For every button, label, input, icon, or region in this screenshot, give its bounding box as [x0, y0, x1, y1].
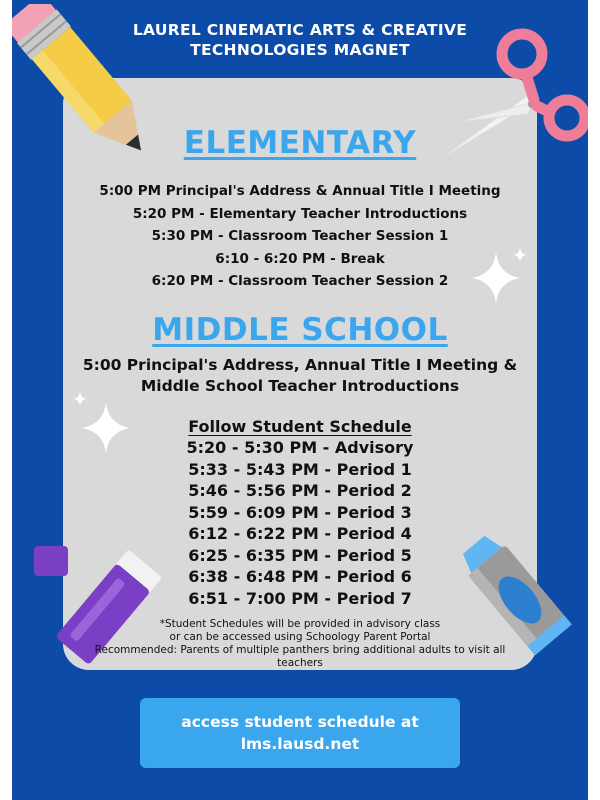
- list-item: 6:25 - 6:35 PM - Period 5: [188, 545, 412, 565]
- school-name-line-1: LAUREL CINEMATIC ARTS & CREATIVE: [132, 21, 468, 39]
- middle-school-intro: [12, 355, 588, 397]
- list-item: 6:20 PM - Classroom Teacher Session 2: [151, 273, 449, 289]
- student-schedule-link-button[interactable]: [140, 698, 460, 768]
- list-item: 6:12 - 6:22 PM - Period 4: [188, 524, 412, 543]
- list-item: 5:20 - 5:30 PM - Advisory: [186, 438, 414, 457]
- list-item: 6:51 - 7:00 PM - Period 7: [188, 588, 412, 608]
- list-item: 5:59 - 6:09 PM - Period 3: [188, 502, 412, 522]
- middle-school-title: MIDDLE SCHOOL: [152, 312, 448, 348]
- elementary-agenda: [12, 180, 588, 293]
- list-item: 5:46 - 5:56 PM - Period 2: [188, 481, 412, 500]
- cta-line-2: lms.lausd.net: [240, 735, 360, 753]
- list-item: 5:00 PM Principal's Address & Annual Title I Meeting: [99, 183, 501, 199]
- middle-school-heading: [12, 312, 588, 348]
- list-item: 6:10 - 6:20 PM - Break: [215, 250, 385, 267]
- footnote-line: teachers: [277, 657, 323, 669]
- footnote-line: *Student Schedules will be provided in advisory class: [159, 618, 441, 630]
- list-item: 5:20 PM - Elementary Teacher Introductions: [132, 205, 468, 222]
- schedule-title-text: Follow Student Schedule: [188, 417, 412, 436]
- intro-line: Middle School Teacher Introductions: [140, 377, 460, 395]
- flyer: [12, 0, 588, 800]
- cta-line-1: access student schedule at: [181, 713, 419, 731]
- list-item: 6:38 - 6:48 PM - Period 6: [188, 567, 412, 586]
- footnote-line: or can be accessed using Schoology Parent Portal: [169, 631, 431, 643]
- list-item: 5:30 PM - Classroom Teacher Session 1: [151, 228, 449, 244]
- footnotes: [12, 618, 588, 670]
- scissors-icon: [422, 18, 588, 188]
- list-item: 5:33 - 5:43 PM - Period 1: [188, 459, 412, 479]
- school-name-line-2: TECHNOLOGIES MAGNET: [190, 41, 410, 59]
- intro-line: 5:00 Principal's Address, Annual Title I Meeting &: [82, 356, 518, 374]
- schedule-title: [12, 417, 588, 437]
- elementary-heading: [12, 125, 588, 161]
- elementary-title: ELEMENTARY: [183, 125, 417, 161]
- student-schedule: [12, 437, 588, 609]
- footnote-line: Recommended: Parents of multiple panthers bring additional adults to visit all: [94, 644, 506, 656]
